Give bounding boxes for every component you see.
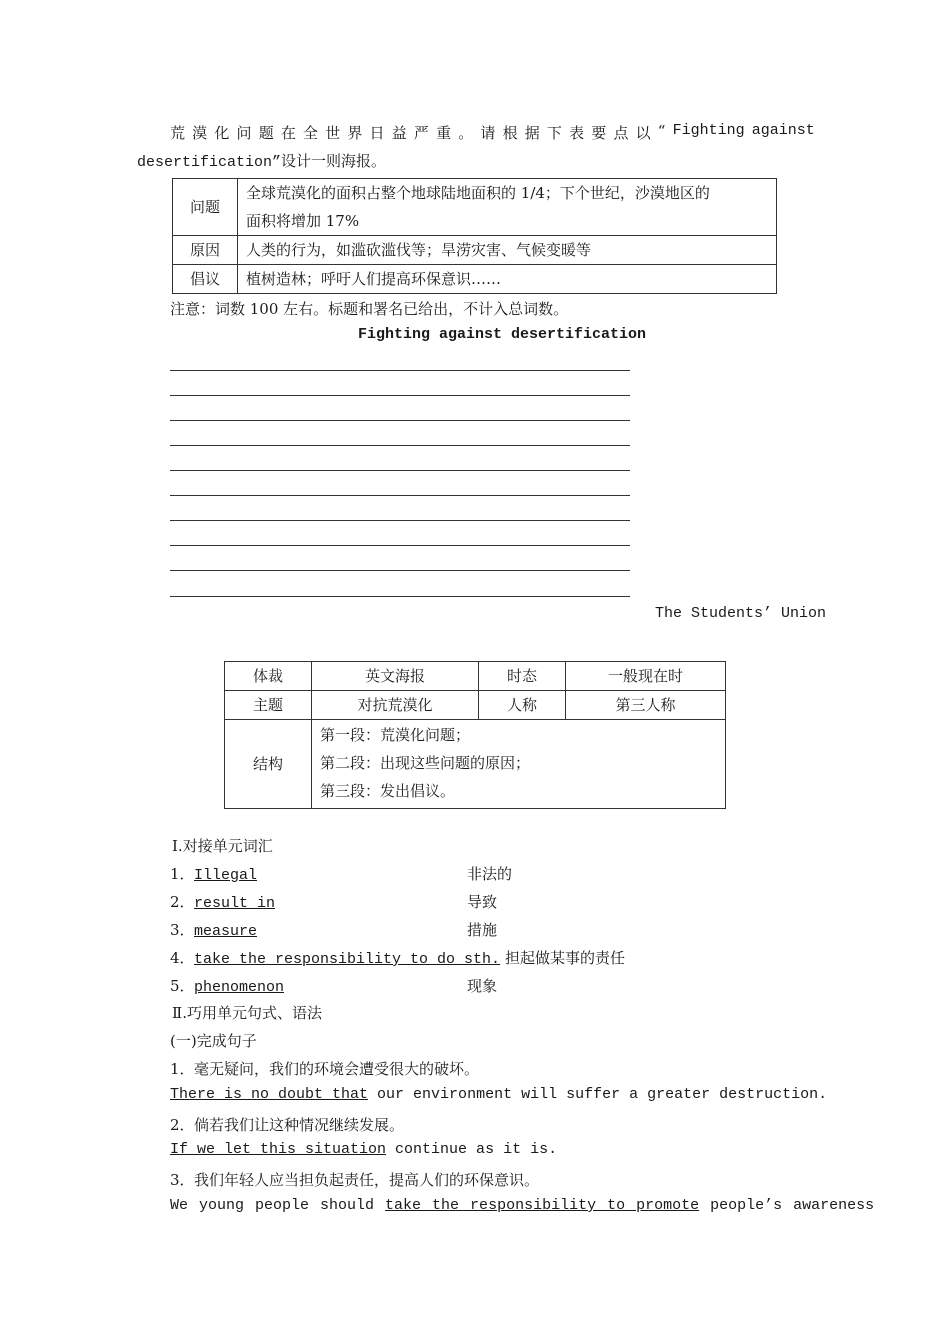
table-row: [225, 662, 726, 691]
section-2-subheading: (一)完成句子: [170, 1032, 257, 1050]
writing-line[interactable]: [170, 445, 630, 446]
genre-value: 英文海报: [312, 662, 479, 691]
vocab-item: [170, 975, 284, 996]
sentence-answer: [170, 1197, 874, 1214]
row-line: 面积将增加 17%: [246, 212, 360, 230]
intro-char: 益: [391, 124, 407, 142]
structure-label: 结构: [225, 720, 312, 809]
intro-char: 世: [325, 124, 341, 142]
row-content: [238, 179, 777, 236]
genre-label: 体裁: [225, 662, 312, 691]
intro-char: 点: [613, 124, 629, 142]
item-number: 3．: [170, 921, 195, 939]
vocab-item: [170, 891, 275, 912]
intro-char: 根: [502, 124, 518, 142]
item-number: 3．: [170, 1171, 195, 1189]
writing-line[interactable]: [170, 420, 630, 421]
writing-line[interactable]: [170, 545, 630, 546]
intro-char: 日: [369, 124, 385, 142]
intro-char: 界: [347, 124, 363, 142]
intro-char: 请: [480, 124, 496, 142]
intro-line-2: desertification”设计一则海报。: [137, 154, 387, 171]
intro-char: “: [657, 122, 666, 140]
section-1-heading: Ⅰ.对接单元词汇: [172, 837, 273, 855]
row-head: 问题: [173, 179, 238, 236]
writing-line[interactable]: [170, 495, 630, 496]
person-value: 第三人称: [566, 691, 726, 720]
vocab-meaning: 非法的: [467, 865, 513, 883]
intro-char: 在: [280, 124, 296, 142]
intro-char: 下: [546, 124, 562, 142]
intro-char: 荒: [170, 124, 186, 142]
row-line: 全球荒漠化的面积占整个地球陆地面积的 1/4；下个世纪，沙漠地区的: [246, 184, 710, 202]
table-row: [173, 265, 777, 294]
sentence-prompt: [170, 1114, 404, 1135]
vocab-answer: measure: [194, 923, 258, 940]
poster-title: Fighting against desertification: [358, 326, 647, 343]
intro-char: 表: [569, 124, 585, 142]
writing-line[interactable]: [170, 520, 630, 521]
vocab-item: [170, 947, 500, 968]
intro-char: 以: [635, 124, 651, 142]
prompt-text: 倘若我们让这种情况继续发展。: [194, 1116, 405, 1134]
vocab-meaning: 现象: [467, 977, 498, 995]
item-number: 1．: [170, 865, 195, 883]
vocab-meaning: 导致: [467, 893, 498, 911]
vocab-item: [170, 919, 257, 940]
signature: The Students’ Union: [655, 605, 827, 622]
writing-line[interactable]: [170, 470, 630, 471]
vocab-answer: take the responsibility to do sth.: [194, 951, 501, 968]
answer-rest: our environment will suffer a greater destruction.: [368, 1086, 828, 1103]
item-number: 2．: [170, 1116, 195, 1134]
structure-line: 第一段：荒漠化问题；: [320, 726, 471, 744]
info-table: [172, 178, 777, 294]
topic-value: 对抗荒漠化: [312, 691, 479, 720]
sentence-prompt: [170, 1169, 539, 1190]
note: 注意：词数 100 左右。标题和署名已给出，不计入总词数。: [170, 300, 569, 318]
intro-char: 要: [591, 124, 607, 142]
vocab-meaning: 措施: [467, 921, 498, 939]
intro-char: 漠: [192, 124, 208, 142]
writing-line[interactable]: [170, 395, 630, 396]
intro-char: 据: [524, 124, 540, 142]
item-number: 2．: [170, 893, 195, 911]
table-row: [173, 236, 777, 265]
intro-word: against: [751, 122, 815, 139]
section-2-heading: Ⅱ.巧用单元句式、语法: [172, 1004, 322, 1022]
sentence-answer: [170, 1086, 827, 1103]
writing-line[interactable]: [170, 570, 630, 571]
answer-rest: continue as it is.: [386, 1141, 558, 1158]
intro-char: 题: [258, 124, 274, 142]
vocab-answer: phenomenon: [194, 979, 285, 996]
intro-word: Fighting: [672, 122, 745, 139]
intro-char: 。: [458, 124, 474, 142]
writing-line[interactable]: [170, 370, 630, 371]
vocab-meaning: 担起做某事的责任: [505, 949, 626, 967]
intro-char: 全: [303, 124, 319, 142]
outline-table: [224, 661, 726, 809]
intro-char: 化: [214, 124, 230, 142]
table-row: [173, 179, 777, 236]
answer-blank: If we let this situation: [170, 1141, 387, 1158]
intro-line-1: [170, 122, 815, 143]
item-number: 5．: [170, 977, 195, 995]
tense-value: 一般现在时: [566, 662, 726, 691]
vocab-answer: result in: [194, 895, 276, 912]
vocab-answer: Illegal: [194, 867, 258, 884]
answer-pre: We young people should: [170, 1197, 386, 1214]
row-head: 倡议: [173, 265, 238, 294]
intro-char: 重: [436, 124, 452, 142]
table-row: [225, 691, 726, 720]
vocab-item: [170, 863, 257, 884]
item-number: 1．: [170, 1060, 195, 1078]
row-head: 原因: [173, 236, 238, 265]
answer-rest: people’s awareness: [699, 1197, 875, 1214]
row-content: 植树造林；呼吁人们提高环保意识……: [238, 265, 777, 294]
intro-char: 严: [413, 124, 429, 142]
sentence-answer: [170, 1141, 557, 1158]
intro-char: 问: [236, 124, 252, 142]
topic-label: 主题: [225, 691, 312, 720]
tense-label: 时态: [479, 662, 566, 691]
item-number: 4．: [170, 949, 195, 967]
prompt-text: 我们年轻人应当担负起责任，提高人们的环保意识。: [194, 1171, 540, 1189]
row-content: 人类的行为，如滥砍滥伐等；旱涝灾害、气候变暖等: [238, 236, 777, 265]
answer-blank: take the responsibility to promote: [385, 1197, 700, 1214]
person-label: 人称: [479, 691, 566, 720]
table-row: [225, 720, 726, 809]
writing-line[interactable]: [170, 596, 630, 597]
structure-line: 第三段：发出倡议。: [320, 782, 456, 800]
sentence-prompt: [170, 1058, 479, 1079]
answer-blank: There is no doubt that: [170, 1086, 369, 1103]
structure-content: [312, 720, 726, 809]
structure-line: 第二段：出现这些问题的原因；: [320, 754, 531, 772]
prompt-text: 毫无疑问，我们的环境会遭受很大的破坏。: [194, 1060, 480, 1078]
